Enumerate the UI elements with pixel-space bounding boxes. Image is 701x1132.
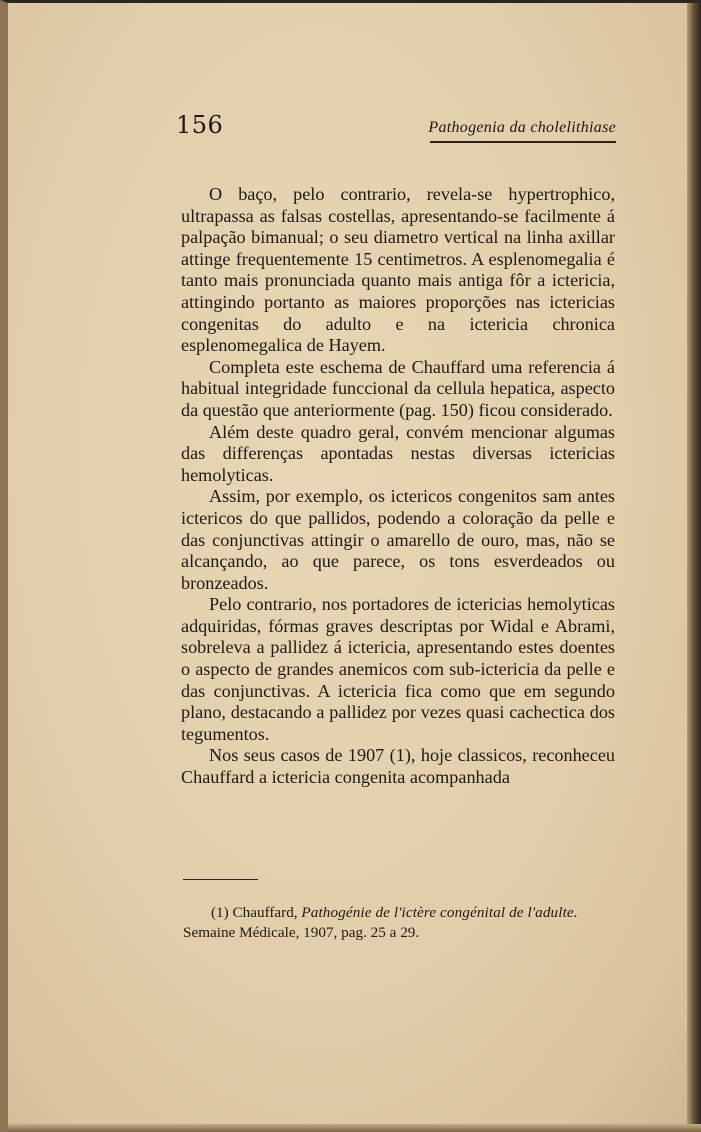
body-text [181,184,615,789]
footnote-author: (1) Chauffard, [211,904,298,921]
header-rule [430,141,616,143]
paragraph: Nos seus casos de 1907 (1), hoje classicos, reconheceu Chauffard a ictericia congenita acompanhada [181,745,615,788]
paragraph: Completa este eschema de Chauffard uma referencia á habitual integridade funccional da cellula hepatica, aspecto da questão que anteriormente (pag. 150) ficou considerado. [181,356,615,420]
running-title: Pathogenia da cholelithiase [428,119,616,136]
footnote [183,903,623,942]
page-bottom-edge [8,1124,701,1132]
page-edge-shadow [687,3,701,1132]
footnote-source: Semaine Médicale, 1907, pag. 25 a 29. [183,923,420,941]
page-number: 156 [176,111,224,139]
paragraph: Pelo contrario, nos portadores de ictericias hemolyticas adquiridas, fórmas graves descriptas por Widal e Abrami, sobreleva a pallidez á ictericia, apresentando estes doentes o aspecto de grandes anemicos com sub-ictericia da pelle e das conjunctivas. A ictericia fica como que em segundo plano, destacando a pallidez por vezes quasi cachectica dos tegumentos. [181,594,615,744]
footnote-first-line [183,903,623,923]
footnote-title: Pathogénie de l'ictère congénital de l'adulte. [301,904,578,921]
paragraph: Além deste quadro geral, convém mencionar algumas das differenças apontadas nestas diversas ictericias hemolyticas. [181,421,615,485]
footnote-separator [183,879,258,880]
paragraph: O baço, pelo contrario, revela-se hypertrophico, ultrapassa as falsas costellas, apresentando-se facilmente á palpação bimanual; o seu diametro vertical na linha axillar attinge frequentemente 15 centimetros. A esplenomegalia é tanto mais pronunciada quanto mais antiga fôr a ictericia, attingindo portanto as maiores proporções nas ictericias congenitas do adulto e na ictericia chronica esplenomegalica de Hayem. [181,184,615,356]
paragraph: Assim, por exemplo, os ictericos congenitos sam antes ictericos do que pallidos, podendo a coloração da pelle e das conjunctivas attingir o amarello de ouro, mas, não se alcançando, ao que parece, os tons esverdeados ou bronzeados. [181,486,615,593]
page-header [174,111,616,147]
